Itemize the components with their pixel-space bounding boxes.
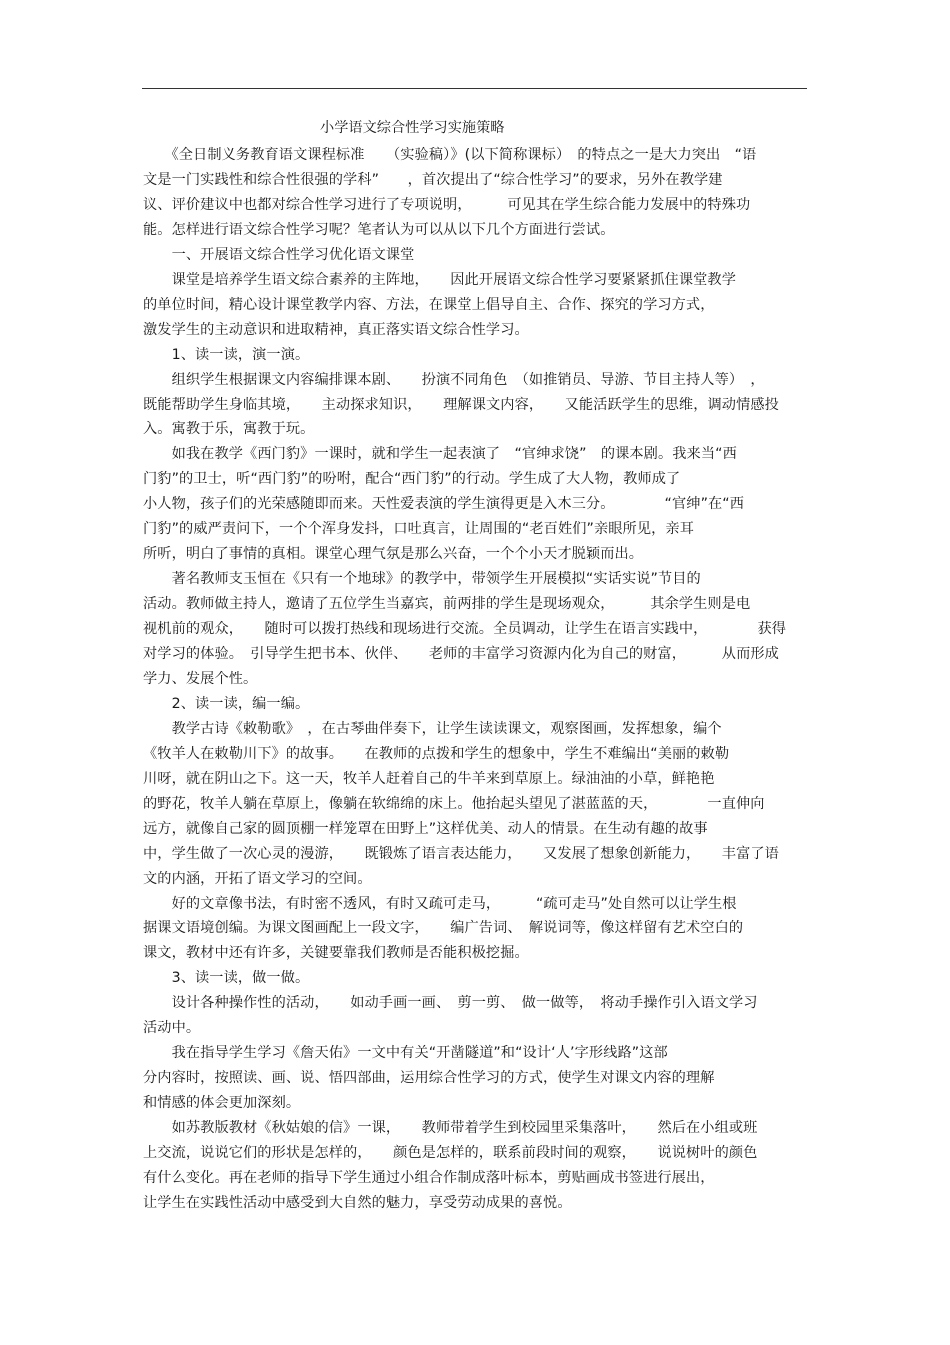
- text-line: 的野花，牧羊人躺在草原上，像躺在软绵绵的床上。他抬起头望见了湛蓝蓝的天， 一直伸向: [143, 795, 765, 812]
- text-line: 教学古诗《敕勒歌》 ，在古琴曲伴奏下，让学生读读课文，观察图画，发挥想象，编个: [143, 720, 722, 737]
- text-line: 的单位时间，精心设计课堂教学内容、方法，在课堂上倡导自主、合作、探究的学习方式，: [143, 296, 715, 313]
- text-line: 分内容时，按照读、画、说、悟四部曲，运用综合性学习的方式，使学生对课文内容的理解: [143, 1070, 715, 1087]
- text-line: 文是一门实践性和综合性很强的学科” ，首次提出了“综合性学习”的要求，另外在教学建: [143, 171, 723, 188]
- text-line: 和情感的体会更加深刻。: [143, 1095, 301, 1112]
- text-line: 川呀，就在阴山之下。这一天，牧羊人赶着自己的牛羊来到草原上。绿油油的小草，鲜艳艳: [143, 770, 715, 787]
- text-line: 小人物，孩子们的光荣感随即而来。天性爱表演的学生演得更是入木三分。 “官绅”在“西: [143, 496, 745, 513]
- text-line: 2、读一读，编一编。: [143, 695, 310, 712]
- text-line: 一、开展语文综合性学习优化语文课堂: [143, 246, 415, 263]
- text-line: 文的内涵，开拓了语文学习的空间。: [143, 870, 372, 887]
- text-line: 如苏教版教材《秋姑娘的信》一课， 教师带着学生到校园里采集落叶， 然后在小组或班: [143, 1120, 758, 1136]
- text-line: 设计各种操作性的活动， 如动手画一画、 剪一剪、 做一做等， 将动手操作引入语文学习: [143, 995, 758, 1012]
- document-title: 小学语文综合性学习实施策略: [320, 120, 505, 136]
- text-line: 既能帮助学生身临其境， 主动探求知识， 理解课文内容， 又能活跃学生的思维，调动情感投: [143, 396, 779, 413]
- text-line: 《全日制义务教育语文课程标准 （实验稿）》(以下简称课标） 的特点之一是大力突出 “语: [143, 147, 757, 163]
- text-line: 著名教师支玉恒在《只有一个地球》的教学中，带领学生开展模拟“实话实说”节目的: [143, 571, 701, 588]
- text-line: 活动中。: [143, 1020, 201, 1037]
- text-line: 课文，教材中还有许多，关键要靠我们教师是否能积极挖掘。: [143, 945, 529, 962]
- text-line: 如我在教学《西门豹》一课时，就和学生一起表演了 “官绅求饶” 的课本剧。我来当“西: [143, 446, 737, 463]
- text-line: 门豹”的威严责问下，一个个浑身发抖，口吐真言，让周围的“老百姓们”亲眼所见，亲耳: [143, 521, 694, 538]
- text-line: 上交流，说说它们的形状是怎样的， 颜色是怎样的，联系前段时间的观察， 说说树叶的颜色: [143, 1145, 758, 1161]
- text-line: 我在指导学生学习《詹天佑》一文中有关“开凿隧道”和“设计‘人’字形线路”这部: [143, 1045, 668, 1062]
- text-line: 让学生在实践性活动中感受到大自然的魅力，享受劳动成果的喜悦。: [143, 1194, 572, 1211]
- text-line: 入。寓教于乐，寓教于玩。: [143, 421, 315, 438]
- text-line: 《牧羊人在敕勒川下》的故事。 在教师的点拨和学生的想象中，学生不难编出“美丽的敕勒: [143, 745, 730, 762]
- text-line: 活动。教师做主持人，邀请了五位学生当嘉宾，前两排的学生是现场观众， 其余学生则是电: [143, 596, 751, 613]
- text-line: 视机前的观众， 随时可以拨打热线和现场进行交流。全员调动，让学生在语言实践中， 获得: [143, 621, 787, 637]
- text-line: 好的文章像书法，有时密不透风，有时又疏可走马， “疏可走马”处自然可以让学生根: [143, 895, 737, 912]
- text-line: 组织学生根据课文内容编排课本剧、 扮演不同角色 （如推销员、导游、节目主持人等） ，: [143, 371, 765, 388]
- text-line: 中，学生做了一次心灵的漫游， 既锻炼了语言表达能力， 又发展了想象创新能力， 丰富了语: [143, 845, 779, 862]
- text-line: 议、评价建议中也都对综合性学习进行了专项说明， 可见其在学生综合能力发展中的特殊功: [143, 196, 751, 213]
- text-line: 3、读一读，做一做。: [143, 970, 310, 987]
- text-line: 1、读一读，演一演。: [143, 346, 310, 363]
- text-line: 有什么变化。再在老师的指导下学生通过小组合作制成落叶标本，剪贴画成书签进行展出，: [143, 1169, 715, 1186]
- text-line: 激发学生的主动意识和进取精神，真正落实语文综合性学习。: [143, 321, 529, 338]
- header-rule: [142, 88, 807, 89]
- text-line: 能。怎样进行语文综合性学习呢？笔者认为可以从以下几个方面进行尝试。: [143, 221, 615, 238]
- text-line: 门豹”的卫士，听“西门豹”的吩咐，配合“西门豹”的行动。学生成了大人物，教师成了: [143, 471, 681, 488]
- text-line: 对学习的体验。 引导学生把书本、伙伴、 老师的丰富学习资源内化为自己的财富， 从而形成: [143, 646, 779, 662]
- text-line: 所听，明白了事情的真相。课堂心理气氛是那么兴奋，一个个小天才脱颖而出。: [143, 546, 644, 563]
- text-line: 远方，就像自己家的圆顶棚一样笼罩在田野上”这样优美、动人的情景。在生动有趣的故事: [143, 820, 708, 837]
- text-line: 学力、发展个性。: [143, 670, 258, 687]
- text-line: 课堂是培养学生语文综合素养的主阵地， 因此开展语文综合性学习要紧紧抓住课堂教学: [143, 271, 736, 288]
- text-line: 据课文语境创编。为课文图画配上一段文字， 编广告词、 解说词等，像这样留有艺术空白的: [143, 920, 744, 937]
